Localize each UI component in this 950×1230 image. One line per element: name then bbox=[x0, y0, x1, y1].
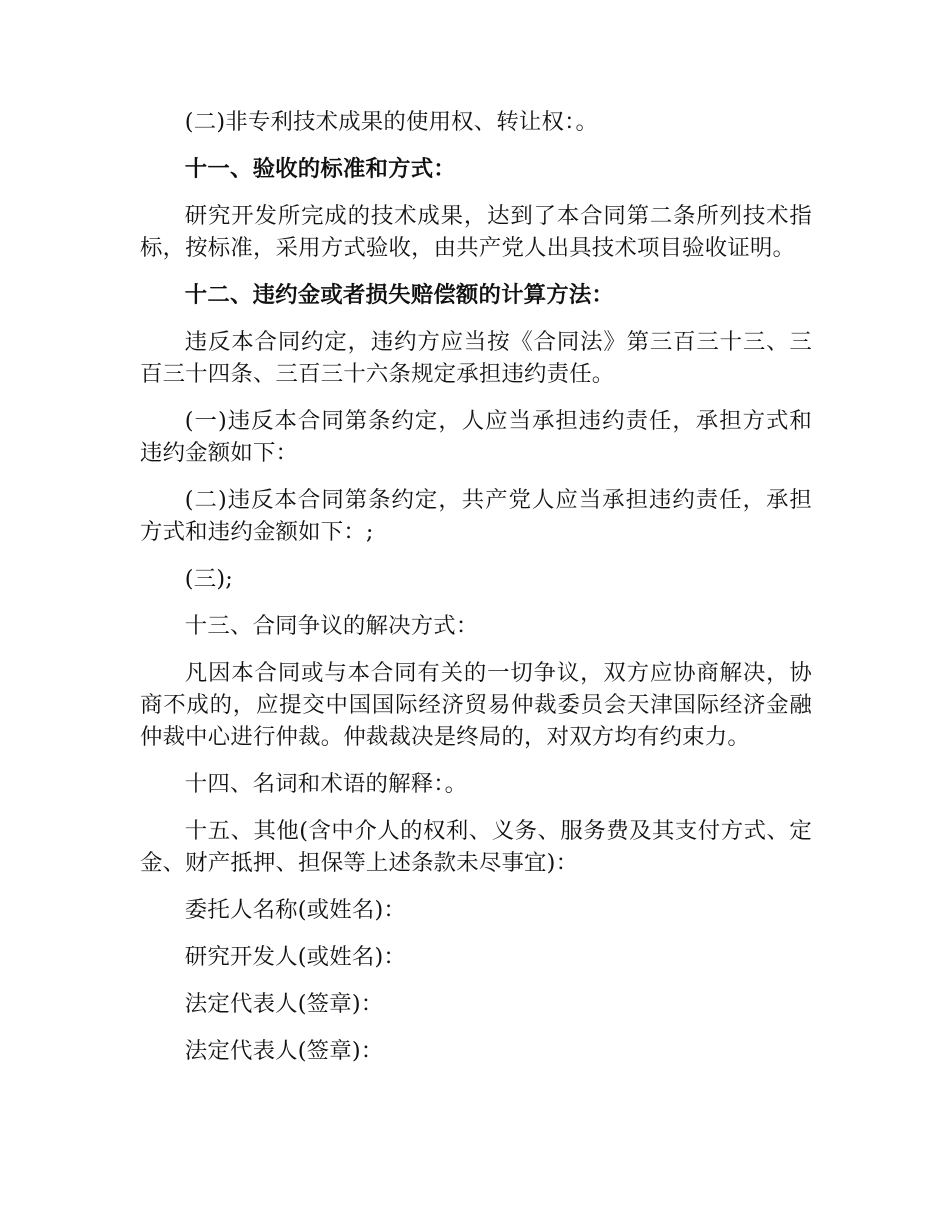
section-heading-11-acceptance: 十一、验收的标准和方式： bbox=[184, 156, 456, 182]
section-heading-13-dispute: 十三、合同争议的解决方式： bbox=[184, 613, 479, 639]
paragraph-breach-liability: 违反本合同约定，违约方应当按《合同法》第三百三十三、三百三十四条、三百三十六条规定承担违约责任。 bbox=[140, 329, 812, 387]
paragraph-acceptance-standard: 研究开发所完成的技术成果，达到了本合同第二条所列技术指标，按标准，采用方式验收，由共产党人出具技术项目验收证明。 bbox=[140, 203, 812, 261]
paragraph-arbitration: 凡因本合同或与本合同有关的一切争议，双方应协商解决，协商不成的，应提交中国国际经济贸易仲裁委员会天津国际经济金融仲裁中心进行仲裁。仲裁裁决是终局的，对双方均有约束力。 bbox=[140, 660, 812, 750]
section-heading-15-other: 十五、其他(含中介人的权利、义务、服务费及其支付方式、定金、财产抵押、担保等上述条款未尽事宜)： bbox=[140, 818, 812, 876]
paragraph-nonpatent-rights: (二)非专利技术成果的使用权、转让权：。 bbox=[184, 109, 599, 135]
signature-legal-rep-2: 法定代表人(签章)： bbox=[184, 1038, 384, 1064]
section-heading-14-terms: 十四、名词和术语的解释：。 bbox=[184, 771, 468, 797]
signature-legal-rep-1: 法定代表人(签章)： bbox=[184, 991, 384, 1017]
signature-client-name: 委托人名称(或姓名)： bbox=[184, 897, 406, 923]
document-page bbox=[140, 106, 812, 1082]
signature-developer-name: 研究开发人(或姓名)： bbox=[184, 944, 406, 970]
paragraph-breach-item-1: (一)违反本合同第条约定，人应当承担违约责任，承担方式和违约金额如下： bbox=[140, 408, 812, 466]
paragraph-breach-item-3: (三); bbox=[184, 566, 234, 592]
section-heading-12-penalty: 十二、违约金或者损失赔偿额的计算方法： bbox=[184, 282, 615, 308]
paragraph-breach-item-2: (二)违反本合同第条约定，共产党人应当承担违约责任，承担方式和违约金额如下：; bbox=[140, 487, 812, 545]
